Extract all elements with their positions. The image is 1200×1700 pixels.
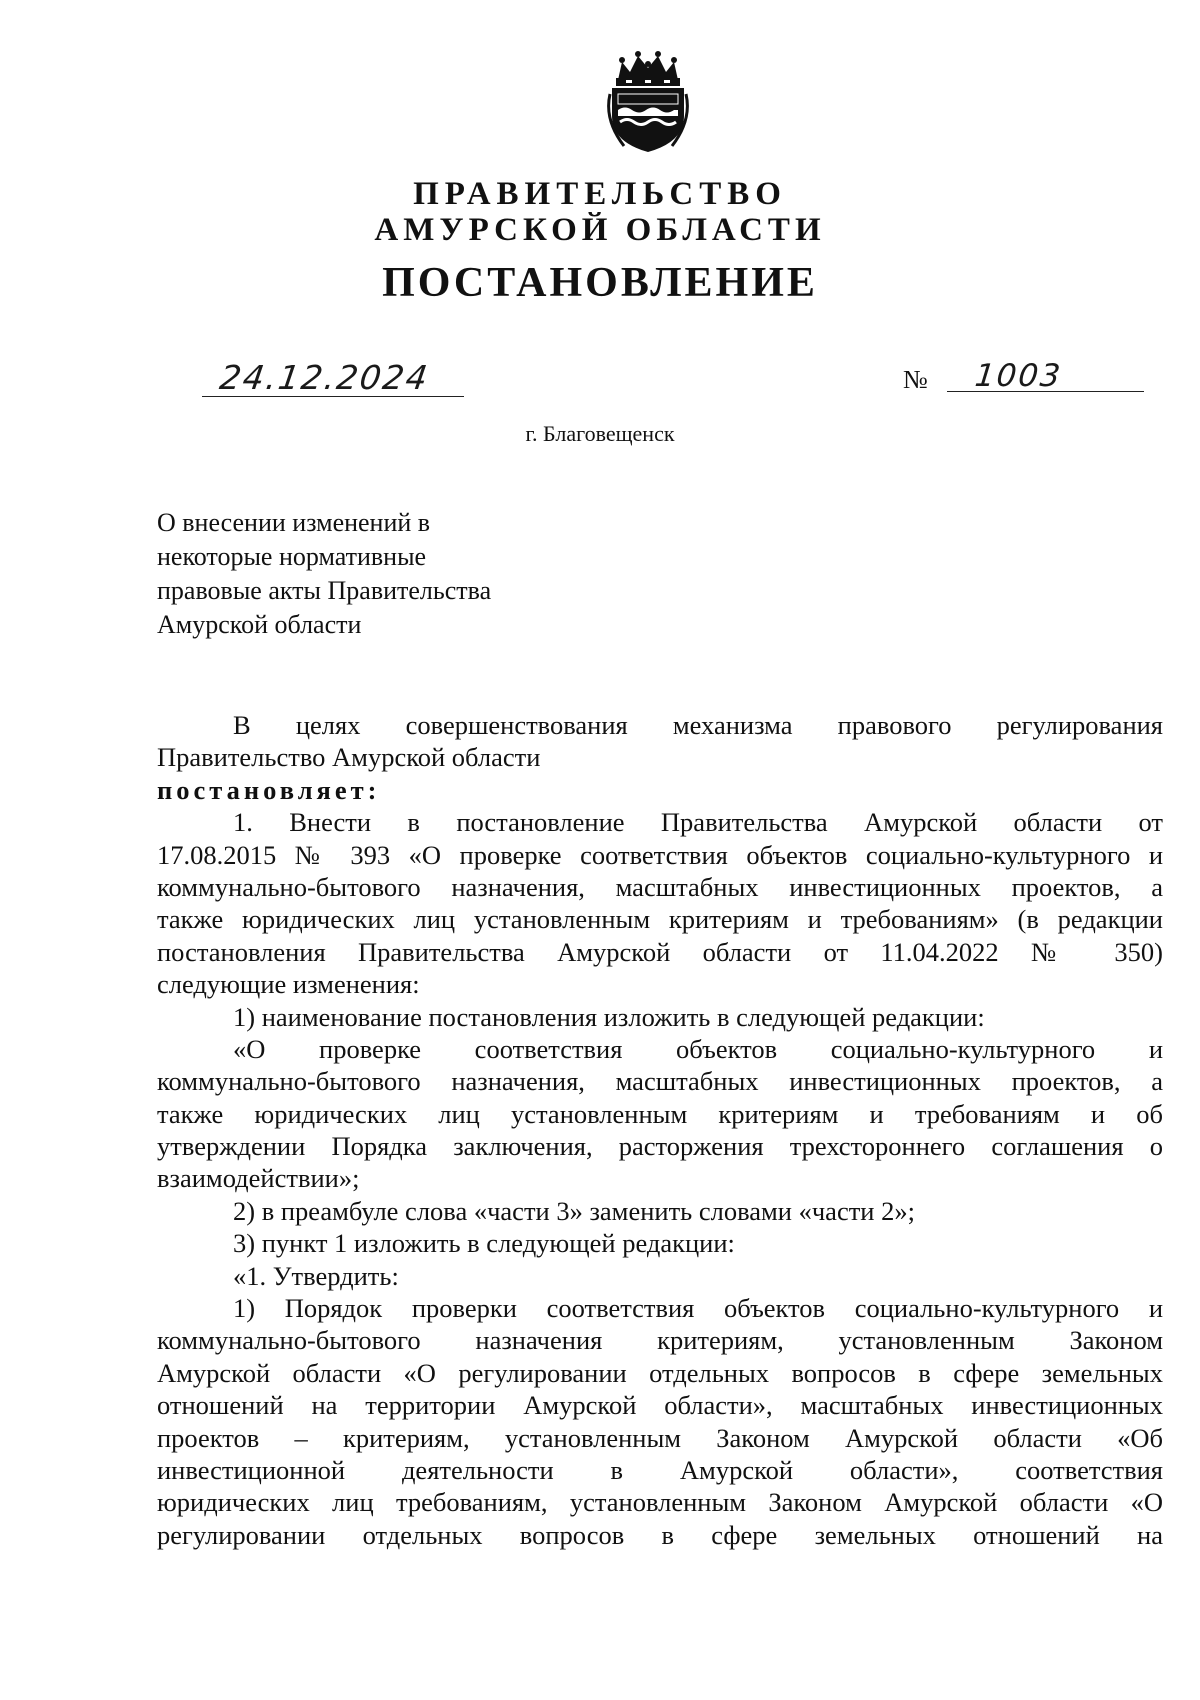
body-line: 3) пункт 1 изложить в следующей редакции: [233, 1228, 735, 1259]
date-underline [202, 396, 464, 397]
body-line: «1. Утвердить: [233, 1260, 399, 1291]
document-subject [157, 506, 577, 642]
body-line: регулировании отдельных вопросов в сфере земельных отношений на [157, 1519, 1163, 1550]
handwritten-date: 24.12.2024 [217, 358, 432, 397]
body-line: 17.08.2015 № 393 «О проверке соответствия объектов социально-культурного и [157, 839, 1163, 870]
document-body [157, 709, 1163, 1551]
body-line: также юридических лиц установленным критериям и требованиям и об [157, 1098, 1163, 1129]
body-line: проектов – критериям, установленным Законом Амурской области «Об [157, 1422, 1163, 1453]
handwritten-number: 1003 [973, 358, 1064, 394]
city-label: г. Благовещенск [525, 421, 675, 446]
amur-region-coat-of-arms-icon [604, 50, 692, 154]
subject-line: некоторые нормативные [157, 542, 427, 571]
resolves-keyword: постановляет: [157, 774, 381, 805]
body-line: отношений на территории Амурской области», масштабных инвестиционных [157, 1390, 1163, 1421]
body-line: утверждении Порядка заключения, расторжения трехстороннего соглашения о [157, 1131, 1163, 1162]
body-line: также юридических лиц установленным критериям и требованиям» (в редакции [157, 904, 1163, 935]
region-title: АМУРСКОЙ ОБЛАСТИ [374, 212, 826, 248]
body-line: 1) наименование постановления изложить в следующей редакции: [233, 1001, 985, 1032]
document-type-title: ПОСТАНОВЛЕНИЕ [382, 260, 818, 306]
body-line: 1) Порядок проверки соответствия объектов социально-культурного и [233, 1293, 1163, 1324]
body-line: Правительство Амурской области [157, 742, 541, 773]
number-underline [947, 391, 1144, 392]
body-line: Амурской области «О регулировании отдельных вопросов в сфере земельных [157, 1357, 1163, 1388]
body-line: коммунально-бытового назначения критериям, установленным Законом [157, 1325, 1163, 1356]
body-line: инвестиционной деятельности в Амурской области», соответствия [157, 1454, 1163, 1485]
government-title: ПРАВИТЕЛЬСТВО [413, 176, 787, 212]
body-line: коммунально-бытового назначения, масштабных инвестиционных проектов, а [157, 1066, 1163, 1097]
body-line: 1. Внести в постановление Правительства Амурской области от [233, 807, 1163, 838]
body-line: В целях совершенствования механизма правового регулирования [233, 710, 1163, 740]
body-line: коммунально-бытового назначения, масштабных инвестиционных проектов, а [157, 871, 1163, 902]
body-line: следующие изменения: [157, 969, 420, 1000]
body-line: взаимодействии»; [157, 1163, 360, 1194]
subject-line: правовые акты Правительства [157, 576, 492, 605]
number-sign: № [903, 365, 928, 394]
subject-line: О внесении изменений в [157, 508, 431, 537]
subject-line: Амурской области [157, 610, 362, 639]
body-line: «О проверке соответствия объектов социально-культурного и [233, 1033, 1163, 1064]
body-line: юридических лиц требованиям, установленным Законом Амурской области «О [157, 1487, 1163, 1518]
body-line: постановления Правительства Амурской области от 11.04.2022 № 350) [157, 936, 1163, 967]
body-line: 2) в преамбуле слова «части 3» заменить словами «части 2»; [233, 1195, 915, 1226]
